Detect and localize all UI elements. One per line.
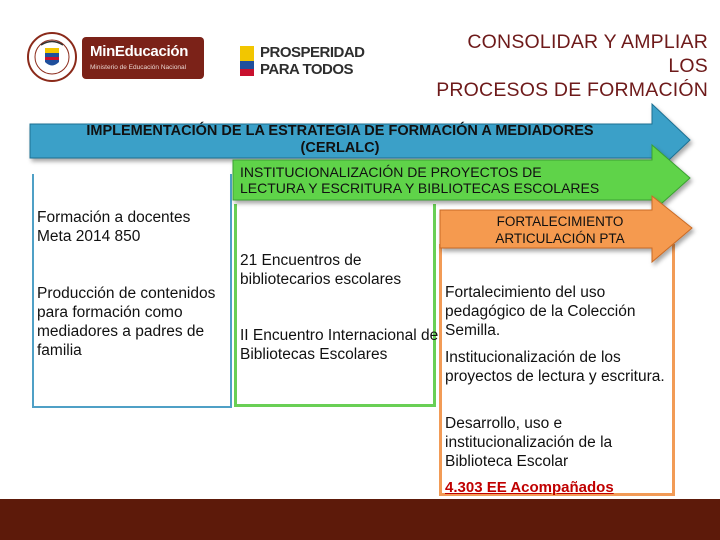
slogan-line-2: PARA TODOS xyxy=(260,61,354,78)
left-item-1-line-2: Meta 2014 850 xyxy=(37,228,141,245)
left-item-1-line-1: Formación a docentes xyxy=(37,209,191,226)
arrow-institucionalizacion-label: INSTITUCIONALIZACIÓN DE PROYECTOS DE LECTURA Y ESCRITURA Y BIBLIOTECAS ESCOLARES xyxy=(240,164,600,196)
slogan-line-1: PROSPERIDAD xyxy=(260,44,365,61)
right-item-institucionalizacion: Institucionalización de los proyectos de lectura y escritura. xyxy=(445,349,665,385)
right-item-highlight: 4.303 EE Acompañados xyxy=(445,479,614,496)
title-line-2: LOS xyxy=(668,55,708,77)
middle-item-internacional: II Encuentro Internacional de Bibliotecas Escolares xyxy=(240,327,439,363)
middle-item-encuentros: 21 Encuentros de bibliotecarios escolares xyxy=(240,252,402,288)
footer-bar xyxy=(0,499,720,540)
title-line-1: CONSOLIDAR Y AMPLIAR xyxy=(467,31,708,53)
right-item-biblioteca: Desarrollo, uso e institucionalización de la Biblioteca Escolar xyxy=(445,415,613,470)
left-item-produccion: Producción de contenidos para formación como mediadores a padres de familia xyxy=(37,285,216,359)
right-item-semilla: Fortalecimiento del uso pedagógico de la Colección Semilla. xyxy=(445,284,636,339)
title-line-3: PROCESOS DE FORMACIÓN xyxy=(436,79,708,101)
arrow-fortalecimiento-label: FORTALECIMIENTO ARTICULACIÓN PTA xyxy=(495,214,625,246)
left-item-formacion xyxy=(37,208,237,246)
ministry-logo-subtitle: Ministerio de Educación Nacional xyxy=(90,64,187,71)
ministry-logo-title: MinEducación xyxy=(90,43,189,60)
arrow-implementacion-label: IMPLEMENTACIÓN DE LA ESTRATEGIA DE FORMACIÓN A MEDIADORES (CERLALC) xyxy=(86,123,594,156)
